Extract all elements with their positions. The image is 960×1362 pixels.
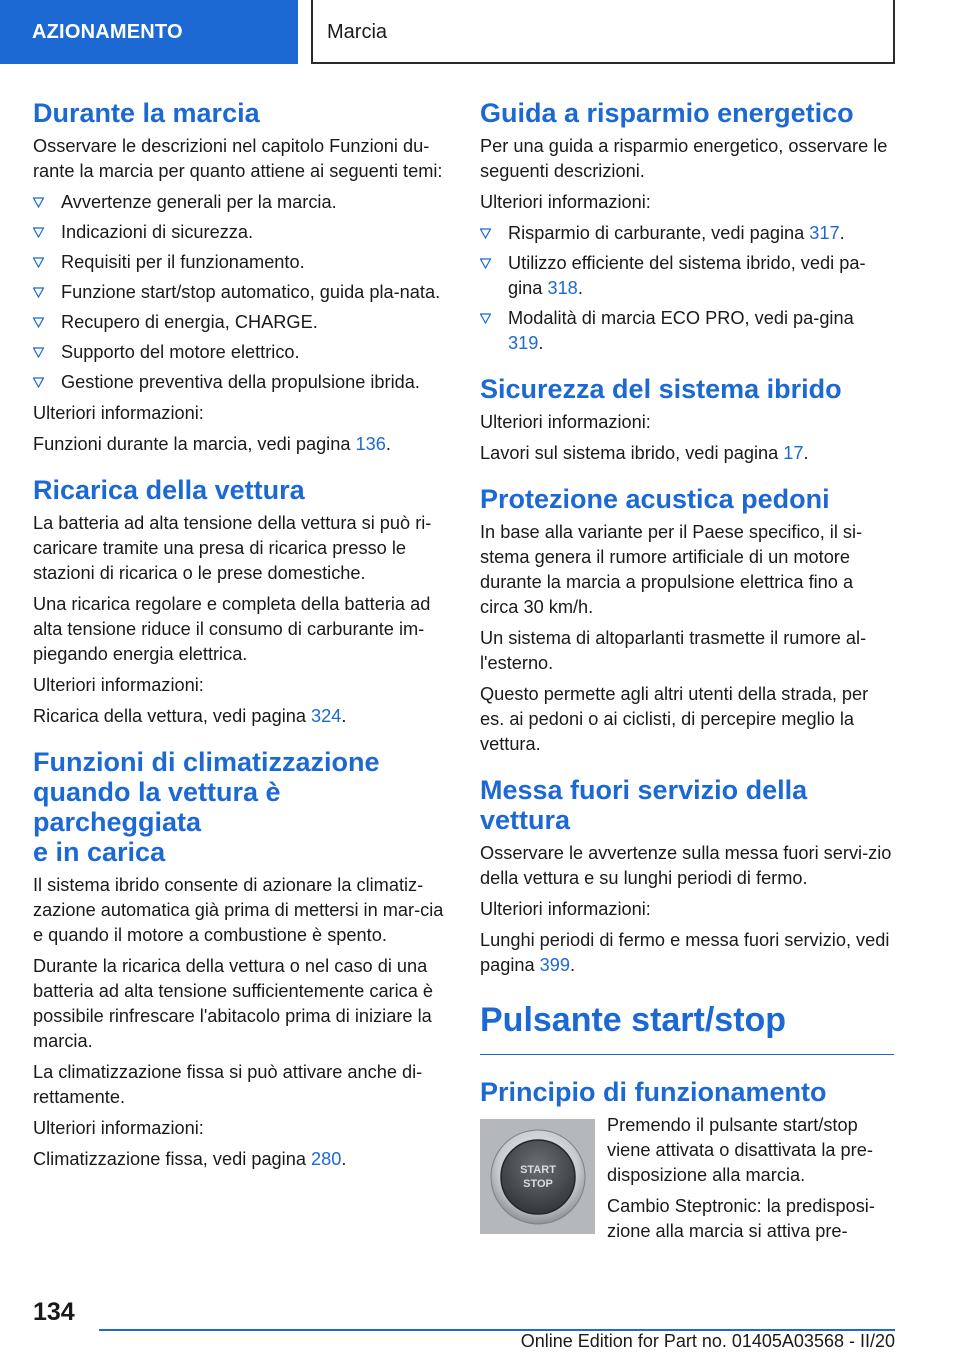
list-item: Utilizzo efficiente del sistema ibrido, vedi pa-gina 318. [480, 251, 894, 301]
start-stop-description [607, 1113, 894, 1250]
triangle-bullet-icon [33, 197, 44, 208]
list-item: Indicazioni di sicurezza. [33, 220, 445, 245]
list-item: Risparmio di carburante, vedi pagina 317. [480, 221, 894, 246]
page-number: 134 [33, 1298, 75, 1326]
more-info-label: Ulteriori informazioni: [480, 412, 651, 432]
paragraph: In base alla variante per il Paese specifico, il si-stema genera il rumore artificiale di un motore durante la marcia a propulsione elettrica fino a circa 30 km/h. [480, 522, 863, 617]
triangle-bullet-icon [33, 227, 44, 238]
bullet-list [33, 190, 445, 395]
triangle-bullet-icon [480, 228, 491, 239]
heading-risparmio: Guida a risparmio energetico [480, 98, 854, 128]
paragraph: Questo permette agli altri utenti della strada, per es. ai pedoni o ai ciclisti, di percepire meglio la vettura. [480, 684, 869, 754]
more-info-label: Ulteriori informazioni: [33, 403, 204, 423]
start-stop-button-icon [488, 1127, 588, 1227]
list-item: Recupero di energia, CHARGE. [33, 310, 445, 335]
page-link[interactable]: 136 [355, 434, 386, 454]
cross-reference: Lavori sul sistema ibrido, vedi pagina 17. [480, 443, 809, 463]
paragraph: Durante la ricarica della vettura o nel caso di una batteria ad alta tensione sufficientemente carica è possibile rinfrescare l'abitacolo prima di iniziare la marcia. [33, 956, 434, 1051]
paragraph: Una ricarica regolare e completa della batteria ad alta tensione riduce il consumo di carburante im-piegando energia elettrica. [33, 594, 431, 664]
list-item: Modalità di marcia ECO PRO, vedi pa-gina 319. [480, 306, 894, 356]
paragraph: Cambio Steptronic: la predisposi-zione alla marcia si attiva pre- [607, 1196, 875, 1241]
paragraph: La batteria ad alta tensione della vettura si può ri-caricare tramite una presa di ricarica presso le stazioni di ricarica o le prese domestiche. [33, 513, 432, 583]
bullet-list [480, 221, 894, 356]
heading-pulsante-start-stop: Pulsante start/stop [480, 1000, 894, 1055]
heading-protezione: Protezione acustica pedoni [480, 484, 830, 514]
paragraph: Il sistema ibrido consente di azionare la climatiz-zazione automatica già prima di mettersi in mar-cia e quando il motore a combustione è spento. [33, 875, 444, 945]
cross-reference: Lunghi periodi di fermo e messa fuori servizio, vedi pagina 399. [480, 930, 890, 975]
triangle-bullet-icon [33, 317, 44, 328]
more-info-label: Ulteriori informazioni: [480, 899, 651, 919]
triangle-bullet-icon [33, 377, 44, 388]
list-item: Gestione preventiva della propulsione ibrida. [33, 370, 445, 395]
triangle-bullet-icon [33, 257, 44, 268]
page-link[interactable]: 280 [311, 1149, 342, 1169]
heading-ricarica: Ricarica della vettura [33, 475, 305, 505]
more-info-label: Ulteriori informazioni: [480, 192, 651, 212]
list-item: Requisiti per il funzionamento. [33, 250, 445, 275]
paragraph: Osservare le descrizioni nel capitolo Funzioni du-rante la marcia per quanto attiene ai seguenti temi: [33, 136, 443, 181]
triangle-bullet-icon [480, 313, 491, 324]
heading-sicurezza: Sicurezza del sistema ibrido [480, 374, 842, 404]
page-link[interactable]: 399 [539, 955, 571, 975]
heading-principio: Principio di funzionamento [480, 1077, 827, 1107]
paragraph: Osservare le avvertenze sulla messa fuori servi-zio della vettura e su lunghi periodi di fermo. [480, 843, 892, 888]
svg-text:STOP: STOP [522, 1177, 553, 1190]
cross-reference: Climatizzazione fissa, vedi pagina 280. [33, 1149, 347, 1169]
more-info-label: Ulteriori informazioni: [33, 675, 204, 695]
list-item: Supporto del motore elettrico. [33, 340, 445, 365]
list-item: Avvertenze generali per la marcia. [33, 190, 445, 215]
page-link[interactable]: 317 [809, 223, 840, 243]
heading-durante-la-marcia: Durante la marcia [33, 98, 260, 128]
start-stop-button-image [480, 1119, 595, 1234]
heading-climatizzazione: Funzioni di climatizzazione quando la vettura è parcheggiata e in carica [33, 747, 380, 867]
section-title: Marcia [311, 0, 895, 64]
edition-note: Online Edition for Part no. 01405A03568 - II/20 [520, 1331, 895, 1351]
page-link[interactable]: 324 [311, 706, 342, 726]
more-info-label: Ulteriori informazioni: [33, 1118, 204, 1138]
paragraph: La climatizzazione fissa si può attivare anche di-rettamente. [33, 1062, 423, 1107]
page-link[interactable]: 17 [783, 443, 804, 463]
chapter-tab: AZIONAMENTO [0, 0, 298, 64]
paragraph: Premendo il pulsante start/stop viene attivata o disattivata la pre-disposizione alla marcia. [607, 1115, 873, 1185]
triangle-bullet-icon [480, 258, 491, 269]
right-column [480, 98, 894, 1250]
page-link[interactable]: 318 [547, 278, 578, 298]
left-column [33, 98, 445, 1178]
paragraph: Un sistema di altoparlanti trasmette il rumore al-l'esterno. [480, 628, 867, 673]
cross-reference: Ricarica della vettura, vedi pagina 324. [33, 706, 347, 726]
start-stop-block [480, 1113, 894, 1250]
page-link[interactable]: 319 [508, 333, 539, 353]
list-item: Funzione start/stop automatico, guida pla-nata. [33, 280, 445, 305]
cross-reference: Funzioni durante la marcia, vedi pagina 136. [33, 434, 391, 454]
triangle-bullet-icon [33, 347, 44, 358]
heading-messa-fuori-servizio: Messa fuori servizio della vettura [480, 775, 808, 835]
paragraph: Per una guida a risparmio energetico, osservare le seguenti descrizioni. [480, 136, 888, 181]
svg-text:START: START [519, 1163, 556, 1176]
triangle-bullet-icon [33, 287, 44, 298]
